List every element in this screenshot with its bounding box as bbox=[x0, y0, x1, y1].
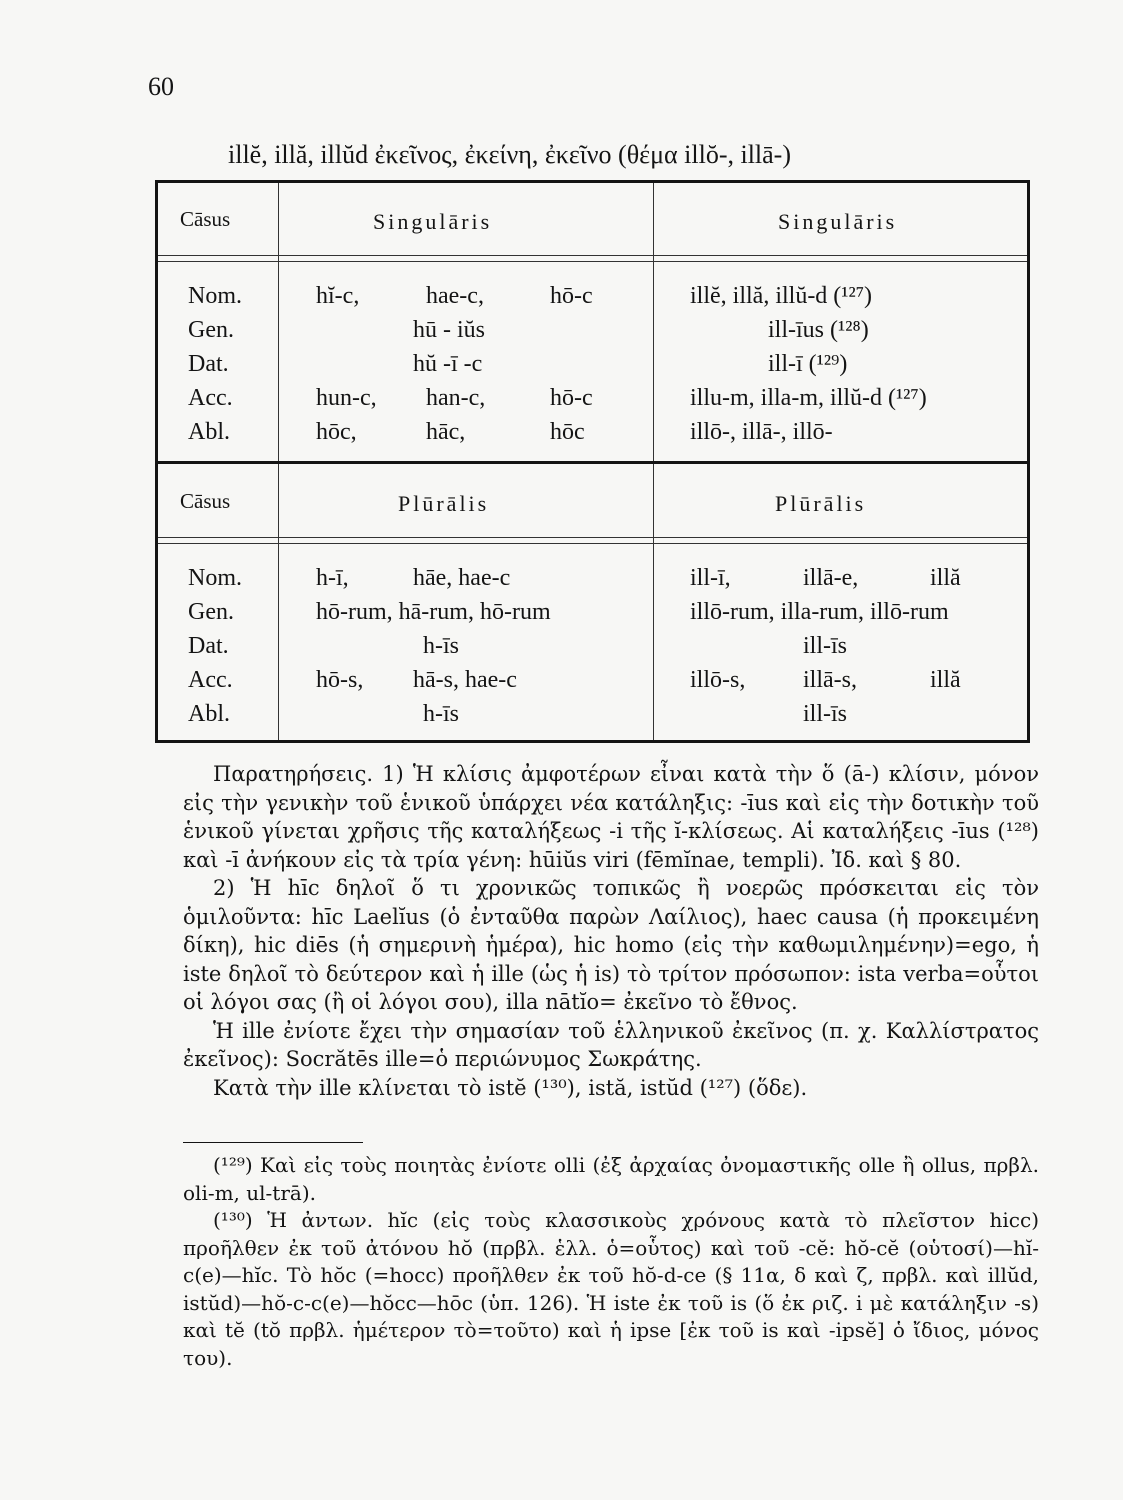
latin-form: ill-īs bbox=[803, 701, 848, 727]
footnote: (¹³⁰) Ἡ ἀντων. hĭc (εἰς τοὺς κλασσικοὺς χρόνους κατὰ τὸ πλεῖστον hicc) προῆλθεν ἐκ τοῦ ἀτόνου hŏ (πρβλ. ἑλλ. ὁ=οὗτος) καὶ τοῦ -cĕ: hŏ-cĕ (οὑτοσί)—hĭ-c(e)—hĭc. Τὸ hŏc (=hocc) προῆλθεν ἐκ τοῦ hŏ-d-ce (§ 11α, δ καὶ ζ, πρβλ. καὶ illŭd, istŭd)—hŏ-c-c(e)—hŏcc—hōc (ὑπ. 126). Ἡ iste ἐκ τοῦ is (ὅ ἐκ ριζ. i μὲ κατάληξιν -s) καὶ tĕ (tŏ πρβλ. ἡμέτερον τὸ=τοῦτο) καὶ ἡ ipse [ἐκ τοῦ is καὶ -ipsĕ] ὁ ἴδιος, μόνος του). bbox=[183, 1208, 1039, 1370]
observations bbox=[183, 760, 1039, 1102]
table-title: illĕ, illă, illŭd ἐκεῖνος, ἐκείνη, ἐκεῖνο (θέμα illŏ-, illā-) bbox=[228, 140, 791, 169]
singular-header: Singulāris bbox=[778, 209, 898, 234]
masc-form: hun-c, bbox=[316, 385, 377, 411]
header-rule bbox=[158, 255, 1027, 256]
latin-fem: illā-s, bbox=[803, 667, 857, 693]
case-label: Gen. bbox=[188, 599, 234, 625]
latin-form: ill-īus (¹²⁸) bbox=[768, 317, 869, 343]
header-rule bbox=[158, 261, 1027, 262]
latin-masc: ill-ī, bbox=[690, 565, 731, 591]
casus-header: Cāsus bbox=[180, 207, 231, 231]
case-label: Dat. bbox=[188, 351, 229, 377]
neut-form: hōc bbox=[550, 419, 585, 445]
footnote-separator bbox=[183, 1142, 363, 1143]
section-rule bbox=[158, 461, 1027, 464]
case-label: Acc. bbox=[188, 667, 233, 693]
fem-form: han-c, bbox=[426, 385, 486, 411]
plural-header: Plūrālis bbox=[398, 491, 490, 516]
paradigm-table bbox=[155, 180, 1030, 743]
all-genders-form: hō-rum, hā-rum, hō-rum bbox=[316, 599, 551, 625]
plural-header: Plūrālis bbox=[775, 491, 867, 516]
header-rule bbox=[158, 537, 1027, 538]
case-label: Gen. bbox=[188, 317, 234, 343]
neut-form: hō-c bbox=[550, 283, 593, 309]
latin-form: ill-īs bbox=[803, 633, 848, 659]
latin-neut: illă bbox=[930, 565, 961, 591]
neut-form: hō-c bbox=[550, 385, 593, 411]
fem-form: hae-c, bbox=[426, 283, 484, 309]
latin-fem: illā-e, bbox=[803, 565, 859, 591]
common-form: hū - iŭs bbox=[413, 317, 485, 343]
case-label: Abl. bbox=[188, 701, 230, 727]
header-rule bbox=[158, 543, 1027, 544]
footnotes bbox=[183, 1152, 1039, 1372]
latin-form: illu-m, illa-m, illŭ-d (¹²⁷) bbox=[690, 385, 927, 411]
fem-form: hāc, bbox=[426, 419, 466, 445]
fem-neut-form: hāe, hae-c bbox=[413, 565, 511, 591]
observation-paragraph: Κατὰ τὴν ille κλίνεται τὸ istĕ (¹³⁰), istă, istŭd (¹²⁷) (ὅδε). bbox=[213, 1075, 808, 1100]
common-form: h-īs bbox=[423, 633, 459, 659]
masc-form: hōc, bbox=[316, 419, 357, 445]
observation-paragraph: Ἡ ille ἐνίοτε ἔχει τὴν σημασίαν τοῦ ἑλληνικοῦ ἐκεῖνος (π. χ. Καλλίστρατος ἐκεῖνος): Socrătēs ille=ὁ περιώνυμος Σωκράτης. bbox=[183, 1018, 1039, 1071]
masc-form: hĭ-c, bbox=[316, 283, 360, 309]
latin-form: illō-, illā-, illō- bbox=[690, 419, 833, 445]
latin-masc: illō-s, bbox=[690, 667, 746, 693]
casus-header: Cāsus bbox=[180, 489, 231, 513]
latin-form: illĕ, illă, illŭ-d (¹²⁷) bbox=[690, 283, 873, 309]
page-number: 60 bbox=[148, 72, 174, 101]
observation-paragraph: 2) Ἡ hīc δηλοῖ ὅ τι χρονικῶς τοπικῶς ἢ νοερῶς πρόσκειται εἰς τὸν ὁμιλοῦντα: hīc Laelĭus (ὁ ἐνταῦθα παρὼν Λαίλιος), haec causa (ἡ προκειμένη δίκη), hic diēs (ἡ σημερινὴ ἡμέρα), hic homo (εἰς τὴν καθωμιλημένην)=ego, ἡ iste δηλοῖ τὸ δεύτερον καὶ ἡ ille (ὡς ἡ is) τὸ τρίτον πρόσωπον: ista verba=οὗτοι οἱ λόγοι σας (ἢ οἱ λόγοι σου), illa nātĭo= ἐκεῖνο τὸ ἔθνος. bbox=[183, 876, 1039, 1014]
case-label: Acc. bbox=[188, 385, 233, 411]
observation-paragraph: Παρατηρήσεις. 1) Ἡ κλίσις ἀμφοτέρων εἶναι κατὰ τὴν ὅ (ā-) κλίσιν, μόνον εἰς τὴν γενικὴν τοῦ ἑνικοῦ ὑπάρχει νέα κατάληξις: -īus καὶ εἰς τὴν δοτικὴν τοῦ ἑνικοῦ γίνεται χρῆσις τῆς καταλήξεως -i τῆς ĭ-κλίσεως. Αἱ καταλήξεις -īus (¹²⁸) καὶ -ī ἀνήκουν εἰς τὰ τρία γένη: hūiŭs viri (fēmĭnae, templi). Ἰδ. καὶ § 80. bbox=[183, 762, 1039, 872]
masc-form: hō-s, bbox=[316, 667, 364, 693]
case-label: Nom. bbox=[188, 565, 242, 591]
latin-neut: illă bbox=[930, 667, 961, 693]
case-label: Dat. bbox=[188, 633, 229, 659]
case-label: Abl. bbox=[188, 419, 230, 445]
case-label: Nom. bbox=[188, 283, 242, 309]
singular-header: Singulāris bbox=[373, 209, 493, 234]
fem-neut-form: hā-s, hae-c bbox=[413, 667, 517, 693]
common-form: hŭ -ī -c bbox=[413, 351, 483, 377]
latin-form: ill-ī (¹²⁹) bbox=[768, 351, 848, 377]
masc-form: h-ī, bbox=[316, 565, 349, 591]
latin-form: illō-rum, illa-rum, illō-rum bbox=[690, 599, 949, 625]
common-form: h-īs bbox=[423, 701, 459, 727]
footnote: (¹²⁹) Καὶ εἰς τοὺς ποιητὰς ἐνίοτε olli (ἐξ ἀρχαίας ὀνομαστικῆς olle ἢ ollus, πρβλ. oli-m, ul-trā). bbox=[183, 1153, 1039, 1205]
